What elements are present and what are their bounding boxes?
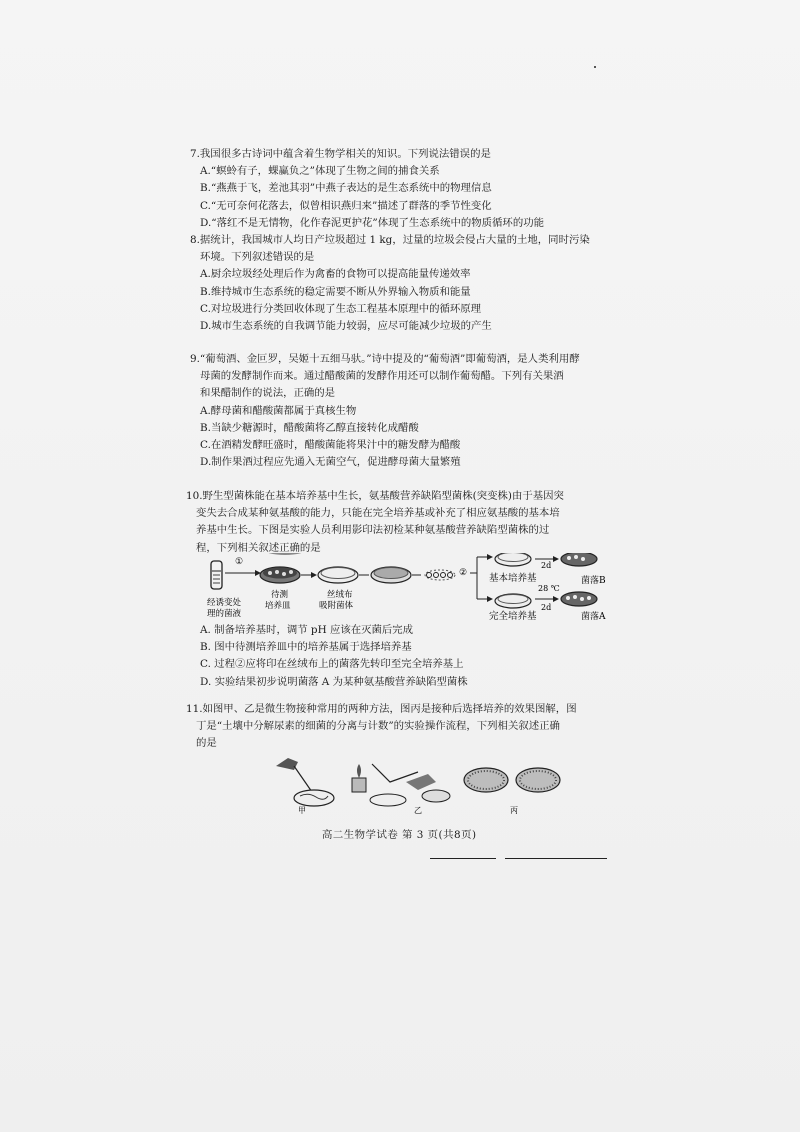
option-d: D.“落红不是无情物，化作春泥更护花”体现了生态系统中的物质循环的功能 xyxy=(200,216,544,229)
option-a: A.酵母菌和醋酸菌都属于真核生物 xyxy=(200,404,357,417)
option-b: B.维持城市生态系统的稳定需要不断从外界输入物质和能量 xyxy=(200,285,471,298)
question-stem: 11.如图甲、乙是微生物接种常用的两种方法，图丙是接种后选择培养的效果图解，图 xyxy=(186,703,577,715)
option-d: D.制作果酒过程应先通入无菌空气，促进酵母菌大量繁殖 xyxy=(200,456,461,469)
question-10 xyxy=(186,488,636,557)
lifted-cloth-plate xyxy=(371,567,411,583)
page-footer: 高二生物学试卷 第 3 页(共8页) xyxy=(322,829,477,841)
temp-label: 28 ℃ xyxy=(538,584,560,593)
velvet-cloth-icon xyxy=(263,553,307,555)
question-stem-cont: 养基中生长。下图是实验人员利用影印法初检某种氨基酸营养缺陷型菌株的过 xyxy=(196,524,550,537)
step-2-label: ② xyxy=(459,568,468,578)
question-stem-cont: 环境。下列叙述错误的是 xyxy=(200,251,315,264)
question-stem-cont: 程，下列相关叙述正确的是 xyxy=(196,541,321,554)
colony-b-label: 菌落B xyxy=(581,576,606,586)
spread-plate-icon xyxy=(352,764,450,806)
question-stem: 10.野生型菌株能在基本培养基中生长，氨基酸营养缺陷型菌株(突变株)由于基因突 xyxy=(186,490,564,502)
footer-rule-right xyxy=(505,858,607,859)
scan-speck xyxy=(594,66,596,68)
days-label: 2d xyxy=(541,603,552,612)
plate-label-2: 培养皿 xyxy=(265,601,291,611)
inoculation-figure xyxy=(268,752,578,816)
question-stem: 8.据统计，我国城市人均日产垃圾超过 1 kg，过量的垃圾会侵占大量的土地，同时污染 xyxy=(190,234,590,246)
basic-medium-plate xyxy=(495,553,531,566)
figure-bing-label: 丙 xyxy=(510,806,518,815)
colony-a-label: 菌落A xyxy=(581,612,606,622)
option-b: B.“燕燕于飞，差池其羽”中燕子表达的是生态系统中的物理信息 xyxy=(200,182,492,195)
complete-medium-plate xyxy=(495,594,531,608)
question-stem: 9.“葡萄酒、金叵罗，吴姬十五细马驮。”诗中提及的“葡萄酒”即葡萄酒，是人类利用酵 xyxy=(190,353,580,365)
figure-jia-label: 甲 xyxy=(298,806,306,815)
option-d: D. 实验结果初步说明菌落 A 为某种氨基酸营养缺陷型菌株 xyxy=(200,675,468,688)
footer-rule-left xyxy=(430,858,496,859)
option-a: A.“螟蛉有子，蜾蠃负之”体现了生物之间的捕食关系 xyxy=(200,165,440,178)
option-a: A. 制备培养基时，调节 pH 应该在灭菌后完成 xyxy=(200,624,414,636)
test-tube-icon xyxy=(211,561,222,589)
imprinted-colonies xyxy=(425,570,455,580)
question-7 xyxy=(190,146,635,232)
option-c: C. 过程②应将印在丝绒布上的菌落先转印至完全培养基上 xyxy=(200,658,464,671)
basic-medium-label: 基本培养基 xyxy=(489,573,537,584)
option-b: B.当缺少糖源时，醋酸菌将乙醇直接转化成醋酸 xyxy=(200,421,419,434)
complete-medium-label: 完全培养基 xyxy=(489,611,537,622)
question-9 xyxy=(190,351,635,471)
question-stem: 7.我国很多古诗词中蕴含着生物学相关的知识。下列说法错误的是 xyxy=(190,148,491,160)
question-8 xyxy=(190,232,635,335)
option-d: D.城市生态系统的自我调节能力较弱，应尽可能减少垃圾的产生 xyxy=(200,320,492,333)
cloth-plate xyxy=(318,567,358,583)
question-stem-cont: 丁是“土壤中分解尿素的细菌的分离与计数”的实验操作流程，下列相关叙述正确 xyxy=(196,720,560,733)
question-stem-cont: 和果醋制作的说法，正确的是 xyxy=(200,387,336,400)
option-a: A.厨余垃圾经处理后作为禽畜的食物可以提高能量传递效率 xyxy=(200,268,471,281)
complete-medium-result xyxy=(561,592,597,606)
step-1-label: ① xyxy=(235,557,244,567)
selection-result-plates xyxy=(464,768,560,792)
question-stem-cont: 的是 xyxy=(196,737,217,750)
option-c: C.在酒精发酵旺盛时，醋酸菌能将果汁中的糖发酵为醋酸 xyxy=(200,439,461,452)
mutagenized-label-2: 理的菌液 xyxy=(207,609,242,619)
option-c: C.“无可奈何花落去，似曾相识燕归来”描述了群落的季节性变化 xyxy=(200,199,492,212)
replica-plating-diagram xyxy=(205,553,625,633)
plate-label-1: 待测 xyxy=(271,590,289,600)
option-c: C.对垃圾进行分类回收体现了生态工程基本原理中的循环原理 xyxy=(200,302,482,315)
cloth-label-2: 吸附菌体 xyxy=(319,601,354,611)
basic-medium-result xyxy=(561,553,597,566)
days-label: 2d xyxy=(541,561,552,570)
option-b: B. 图中待测培养皿中的培养基属于选择培养基 xyxy=(200,641,412,654)
streak-plate-icon xyxy=(276,758,334,806)
mutagenized-label-1: 经诱变处 xyxy=(207,598,242,608)
question-stem-cont: 母菌的发酵制作而来。通过醋酸菌的发酵作用还可以制作葡萄醋。下列有关果酒 xyxy=(200,370,564,383)
lift-cloth-label xyxy=(351,553,399,554)
question-stem-cont: 变失去合成某种氨基酸的能力，只能在完全培养基或补充了相应氨基酸的基本培 xyxy=(196,507,560,520)
figure-yi-label: 乙 xyxy=(414,806,422,815)
test-plate xyxy=(260,567,300,583)
question-10-options xyxy=(190,622,635,691)
cloth-label-1: 丝绒布 xyxy=(327,590,353,600)
question-11 xyxy=(186,701,636,753)
